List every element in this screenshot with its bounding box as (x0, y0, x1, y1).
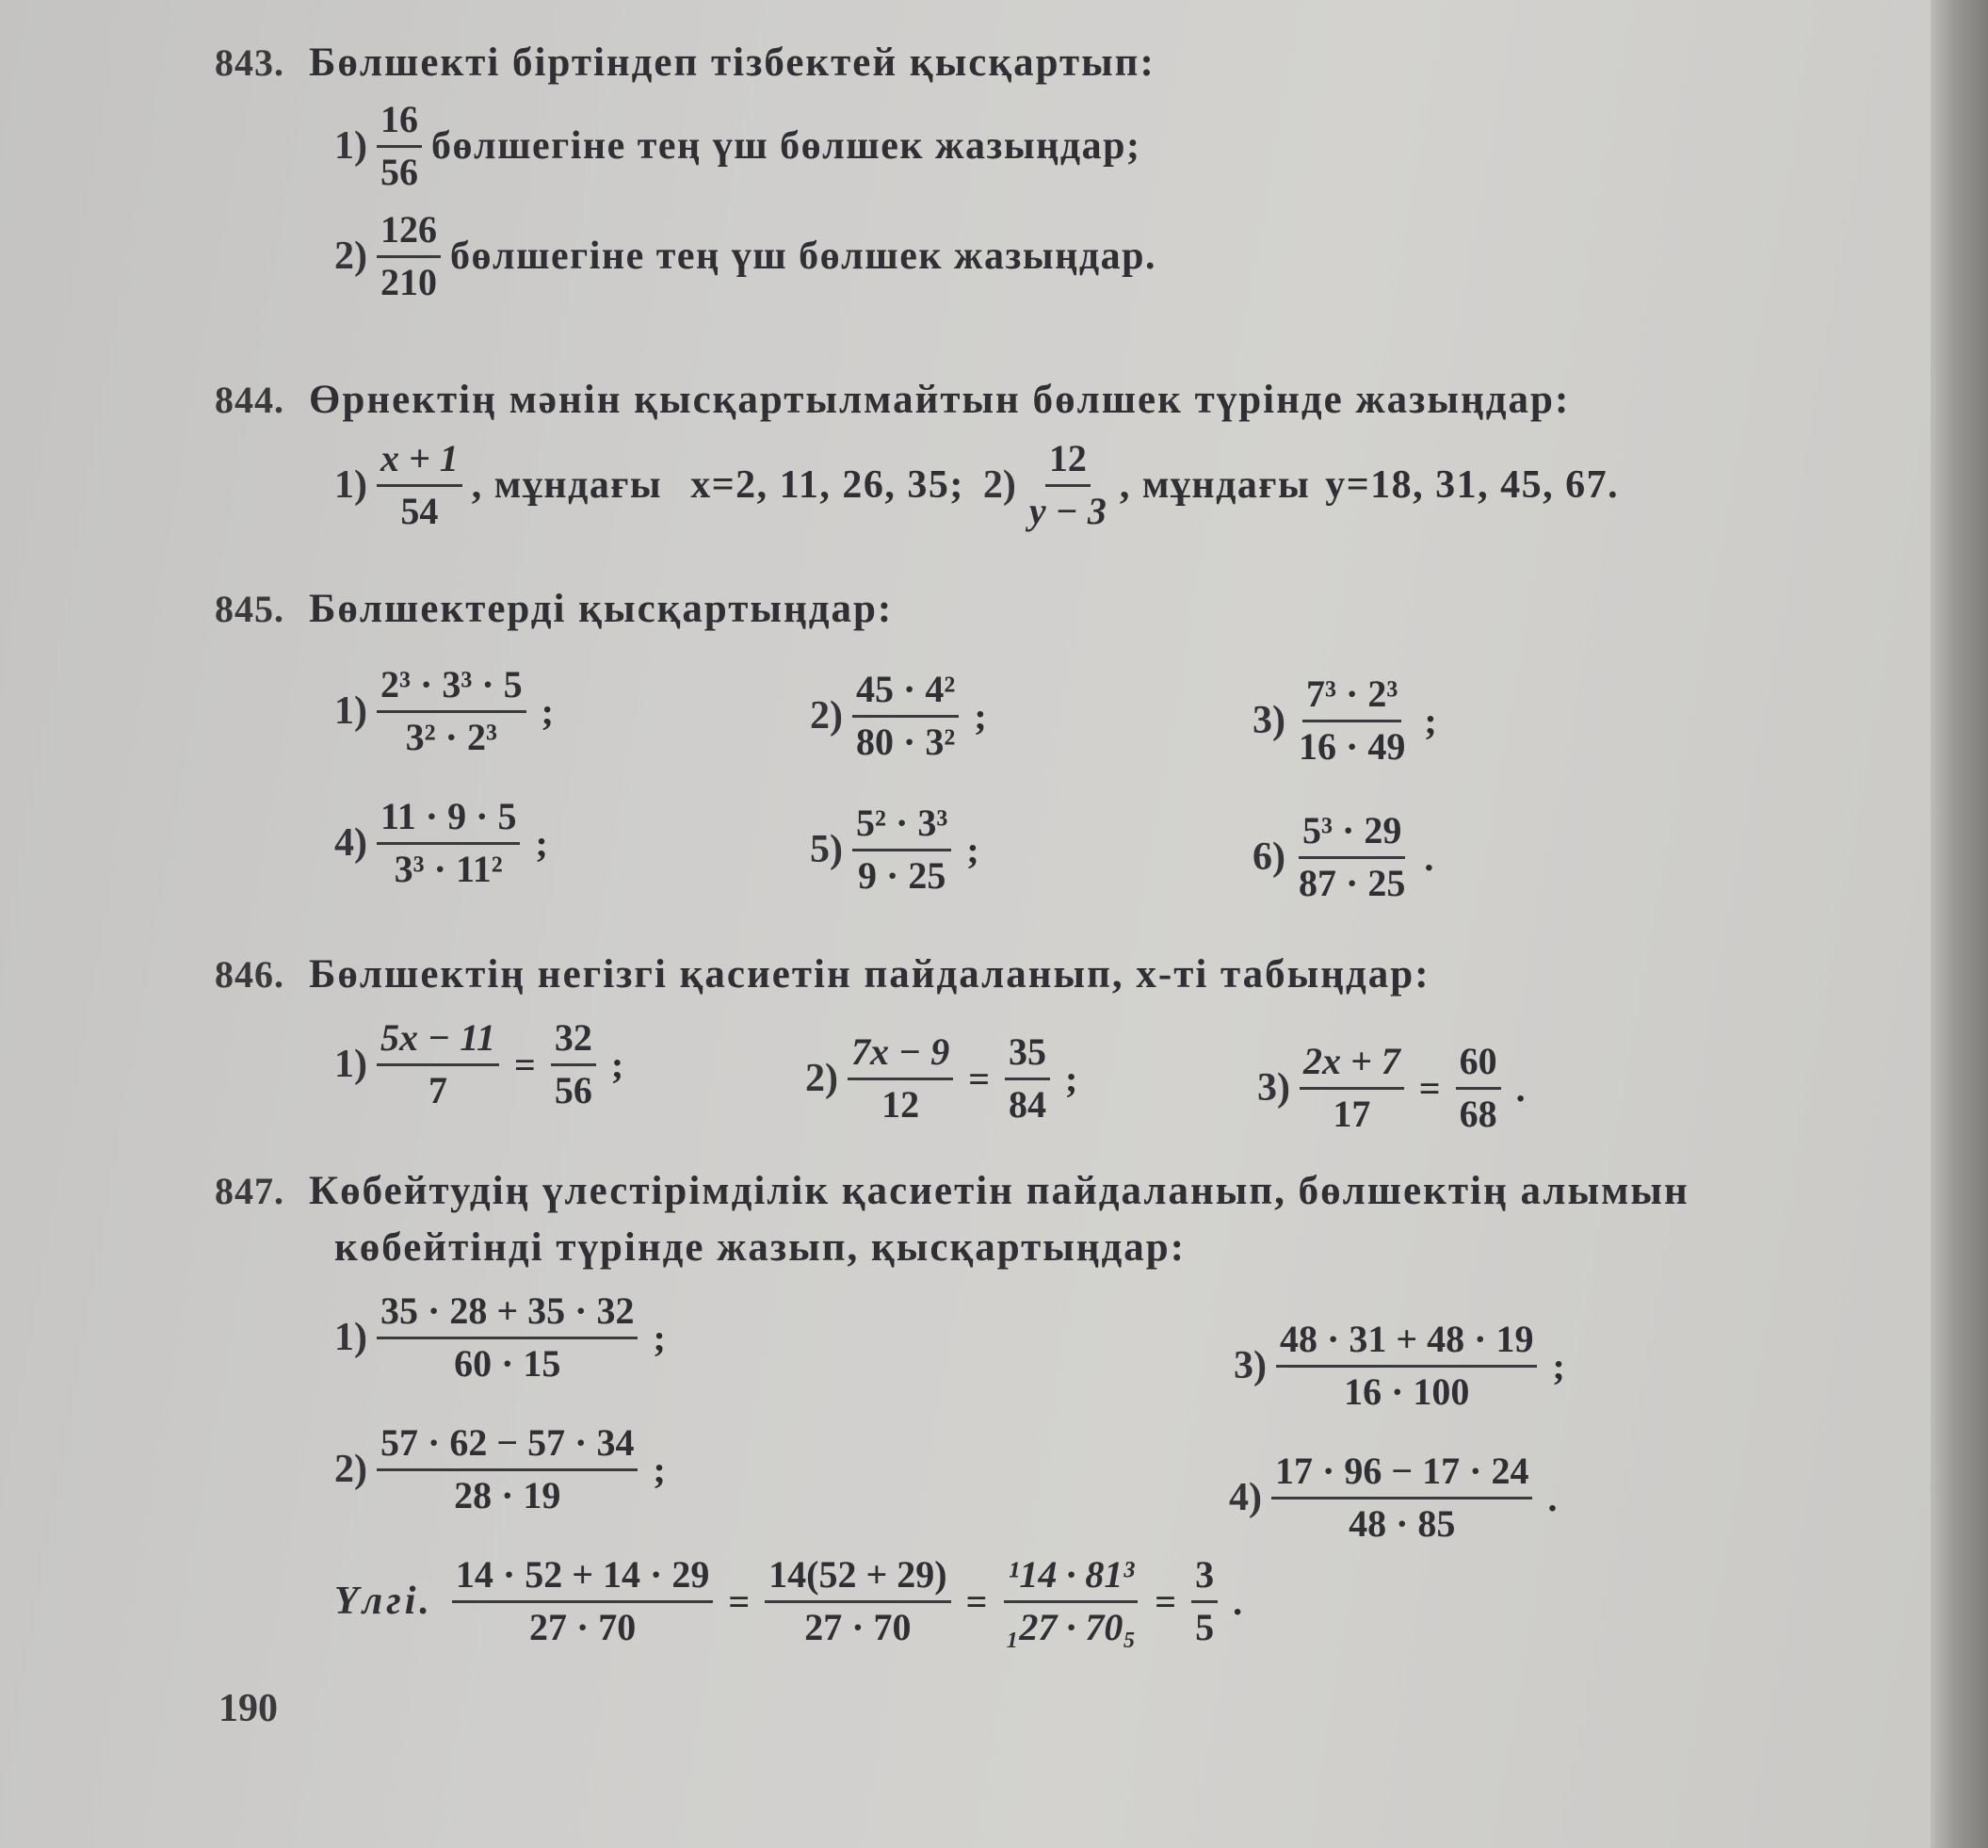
denominator: 3³ · 11² (394, 847, 503, 890)
sample-fraction-1 (452, 1554, 713, 1649)
denominator: 17 (1333, 1092, 1371, 1135)
problem-text-line-1: Көбейтудің үлестірімділік қасиетін пайдаланып, бөлшектің алымын (309, 1169, 1689, 1213)
denominator: 28 · 19 (454, 1473, 561, 1516)
denominator: ₁27 · 70₅ (1006, 1605, 1137, 1648)
item-text: , мұндағы (1119, 463, 1311, 508)
item-text: , мұндағы (471, 463, 663, 508)
fraction (1295, 810, 1409, 905)
denominator: 87 · 25 (1299, 861, 1406, 904)
numerator: 14(52 + 29) (765, 1554, 950, 1603)
item-end: . (1424, 835, 1434, 879)
item-label: 3) (1234, 1344, 1267, 1388)
denominator: 56 (554, 1068, 592, 1111)
problem-text: Бөлшекті біртіндеп тізбектей қысқартып: (309, 41, 1156, 85)
numerator: 48 · 31 + 48 · 19 (1276, 1319, 1537, 1368)
problem-number: 845. (215, 588, 284, 630)
numerator: 14 · 52 + 14 · 29 (452, 1554, 713, 1603)
fraction (377, 209, 441, 304)
problem-843-item-2 (334, 209, 1156, 304)
fraction-right (1005, 1031, 1050, 1127)
fraction (377, 1290, 638, 1386)
numerator: 12 (1045, 438, 1091, 487)
problem-number: 843. (215, 41, 284, 84)
item-end: ; (535, 821, 548, 865)
numerator: 2³ · 3³ · 5 (377, 664, 526, 713)
denominator: 16 · 100 (1344, 1370, 1470, 1413)
numerator: 35 (1005, 1031, 1050, 1080)
item-text: бөлшегіне тең үш бөлшек жазыңдар. (450, 235, 1156, 279)
problem-847-heading (215, 1168, 1689, 1214)
equals-sign: = (728, 1580, 751, 1623)
numerator: 5² · 3³ (852, 802, 951, 851)
problem-847-sample (334, 1554, 1248, 1649)
fraction (852, 669, 959, 764)
numerator: 7³ · 2³ (1302, 673, 1401, 722)
problem-843-item-1 (334, 99, 1140, 194)
numerator: 7x − 9 (848, 1031, 953, 1080)
fraction-left (377, 1017, 499, 1112)
problem-843-heading (215, 40, 1156, 86)
item-label: 1) (334, 124, 367, 169)
problem-846-heading (215, 951, 1430, 997)
fraction (377, 1422, 638, 1517)
denominator: 68 (1459, 1092, 1497, 1135)
numerator: 3 (1191, 1554, 1218, 1603)
item-label: 4) (334, 821, 367, 866)
item-label: 3) (1253, 699, 1285, 743)
item-label: 2) (982, 463, 1016, 508)
item-label: 6) (1253, 835, 1285, 880)
denominator: 16 · 49 (1299, 724, 1406, 768)
numerator: 57 · 62 − 57 · 34 (377, 1422, 638, 1471)
item-end: ; (541, 689, 554, 733)
denominator: 80 · 3² (856, 720, 956, 763)
numerator: 35 · 28 + 35 · 32 (377, 1290, 638, 1339)
numerator: 5x − 11 (377, 1017, 499, 1066)
numerator: 45 · 4² (852, 669, 959, 718)
fraction (1295, 673, 1409, 769)
problem-845-heading (215, 586, 893, 632)
item-end: ; (1424, 699, 1437, 742)
denominator: 7 (428, 1068, 448, 1111)
item-label: 4) (1229, 1476, 1262, 1520)
item-end: ; (1065, 1057, 1078, 1100)
fraction (852, 802, 951, 898)
item-end: ; (653, 1316, 666, 1359)
problem-text-line-2: көбейтінді түрінде жазып, қысқартыңдар: (334, 1225, 1187, 1270)
problem-845-item-3 (1253, 673, 1443, 769)
denominator: 48 · 85 (1349, 1501, 1456, 1545)
item-values: x=2, 11, 26, 35; (690, 463, 964, 508)
numerator: 126 (377, 209, 441, 258)
numerator: 5³ · 29 (1299, 810, 1405, 859)
numerator: 2x + 7 (1300, 1041, 1404, 1090)
equals-sign: = (965, 1580, 988, 1623)
problem-844-items (334, 438, 1619, 533)
problem-845-item-2 (810, 669, 993, 764)
fraction (1026, 438, 1110, 533)
fraction-right (1456, 1041, 1501, 1136)
problem-845-item-6 (1253, 810, 1439, 905)
equals-sign: = (514, 1043, 536, 1086)
problem-845-item-5 (810, 802, 985, 898)
denominator: 3² · 2³ (405, 715, 497, 758)
item-label: 2) (810, 694, 843, 738)
problem-number: 847. (215, 1170, 284, 1212)
problem-text: Өрнектің мәнін қысқартылмайтын бөлшек түрінде жазыңдар: (309, 378, 1571, 422)
denominator: 9 · 25 (857, 853, 946, 897)
item-label: 2) (334, 235, 367, 279)
problem-text: Бөлшектің негізгі қасиетін пайдаланып, x-ті табыңдар: (309, 952, 1430, 997)
numerator: 16 (377, 99, 422, 148)
problem-847-item-3 (1234, 1319, 1571, 1414)
problem-847-item-1 (334, 1290, 671, 1386)
item-label: 1) (334, 463, 367, 508)
item-end: . (1547, 1476, 1558, 1519)
problem-number: 846. (215, 953, 284, 996)
numerator: x + 1 (377, 438, 462, 487)
problem-847-item-2 (334, 1422, 671, 1517)
denominator: 210 (380, 260, 437, 303)
denominator: 5 (1195, 1605, 1215, 1648)
fraction (1276, 1319, 1537, 1414)
item-label: 1) (334, 1043, 367, 1087)
denominator: 27 · 70 (804, 1605, 912, 1648)
problem-number: 844. (215, 379, 284, 421)
denominator: 27 · 70 (528, 1605, 637, 1648)
fraction-right (551, 1017, 596, 1112)
item-label: 3) (1257, 1066, 1290, 1110)
numerator: 17 · 96 − 17 · 24 (1271, 1451, 1532, 1499)
item-end: ; (1552, 1344, 1565, 1387)
denominator: y − 3 (1028, 489, 1107, 532)
denominator: 84 (1009, 1082, 1047, 1126)
numerator: 11 · 9 · 5 (377, 796, 520, 845)
sample-fraction-3-cancelled (1002, 1554, 1139, 1649)
item-label: 1) (334, 1316, 367, 1360)
item-label: 2) (805, 1057, 838, 1101)
item-end: . (1515, 1066, 1526, 1110)
fraction (377, 664, 526, 759)
page-edge-shadow (1931, 0, 1988, 1848)
numerator: 32 (551, 1017, 596, 1066)
fraction (1271, 1451, 1532, 1546)
problem-846-item-3 (1257, 1041, 1531, 1136)
sample-fraction-2 (765, 1554, 950, 1649)
fraction-left (848, 1031, 953, 1127)
fraction-left (1300, 1041, 1404, 1136)
denominator: 60 · 15 (454, 1341, 561, 1385)
item-end: ; (653, 1448, 666, 1491)
problem-845-item-1 (334, 664, 559, 759)
denominator: 12 (881, 1082, 920, 1126)
equals-sign: = (1418, 1066, 1441, 1110)
page-number: 190 (218, 1687, 278, 1730)
sample-fraction-4-result (1191, 1554, 1218, 1649)
fraction (377, 438, 462, 533)
item-label: 1) (334, 689, 367, 734)
denominator: 56 (380, 150, 418, 193)
sample-label: Үлгі. (334, 1580, 433, 1624)
fraction (377, 99, 422, 194)
problem-846-item-1 (334, 1017, 629, 1112)
denominator: 54 (400, 489, 439, 532)
problem-846-item-2 (805, 1031, 1083, 1127)
problem-847-heading-cont (334, 1224, 1186, 1271)
problem-845-item-4 (334, 796, 554, 891)
equals-sign: = (968, 1057, 991, 1100)
item-text: бөлшегіне тең үш бөлшек жазыңдар; (431, 124, 1141, 169)
item-end: . (1233, 1580, 1243, 1623)
problem-text: Бөлшектерді қысқартыңдар: (309, 587, 894, 631)
equals-sign: = (1155, 1580, 1177, 1623)
item-label: 2) (334, 1448, 367, 1492)
numerator: 60 (1456, 1041, 1501, 1090)
item-end: ; (610, 1043, 624, 1086)
item-label: 5) (810, 828, 843, 872)
numerator: ¹14 · 81³ (1004, 1554, 1138, 1603)
item-end: ; (974, 694, 987, 738)
problem-844-heading (215, 377, 1570, 423)
fraction (377, 796, 520, 891)
problem-847-item-4 (1229, 1451, 1562, 1546)
item-end: ; (966, 828, 979, 871)
item-values: y=18, 31, 45, 67. (1325, 463, 1620, 508)
